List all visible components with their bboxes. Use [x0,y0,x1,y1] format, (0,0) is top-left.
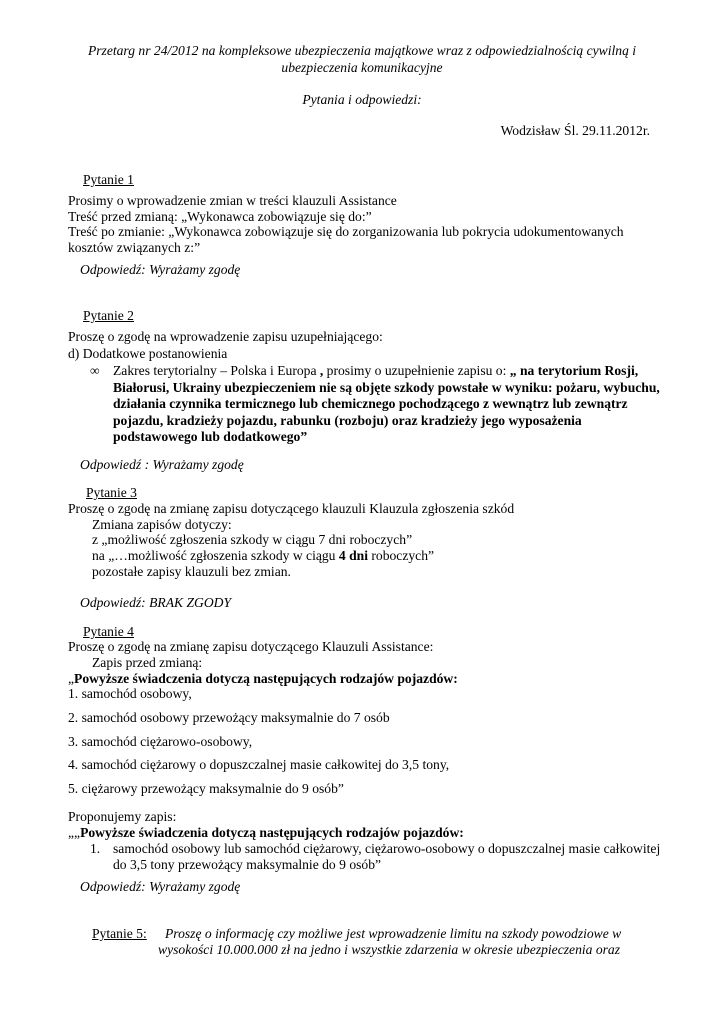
q2-line-4: Białorusi, Ukrainy ubezpieczeniem nie są objęte szkody powstałe w wyniku: pożaru, wybuchu, [113,380,660,395]
q1-line-4: kosztów związanych z:” [68,240,201,255]
q4-answer: Odpowiedź: Wyrażamy zgodę [80,879,241,894]
q2-line-3-plain: Zakres terytorialny – Polska i Europa [113,363,320,378]
q5-line-1: Proszę o informację czy możliwe jest wprowadzenie limitu na szkody powodziowe w [165,926,622,941]
list-item: 1. samochód osobowy, [68,686,192,701]
list-item: 4. samochód ciężarowy o dopuszczalnej masie całkowitej do 3,5 tony, [68,757,450,772]
q1-heading: Pytanie 1 [83,172,134,187]
q1-line-3: Treść po zmianie: „Wykonawca zobowiązuje się do zorganizowania lub pokrycia udokumentowanych [68,224,624,239]
q3-heading: Pytanie 3 [86,485,137,500]
q4-line-2: Zapis przed zmianą: [92,655,203,670]
q4-proposal-line-2: do 3,5 tony przewożący maksymalnie do 9 osób” [113,857,382,872]
q2-heading: Pytanie 2 [83,308,134,323]
q4-proposal: Proponujemy zapis: [68,809,177,824]
q3-line-4-b: 4 dni [338,548,368,563]
q4-proposal-line-1: samochód osobowy lub samochód ciężarowy, ciężarowo-osobowy o dopuszczalnej masie całkowitej [113,841,661,856]
q3-line-4-c: roboczych” [367,548,435,563]
infinity-bullet: ∞ [90,363,100,378]
subtitle: Pytania i odpowiedzi: [302,92,422,107]
q3-line-1: Proszę o zgodę na zmianę zapisu dotyczącego klauzuli Klauzula zgłoszenia szkód [68,501,515,516]
q2-answer: Odpowiedź : Wyrażamy zgodę [80,457,244,472]
q4-line-3-bold: Powyższe świadczenia dotyczą następujących rodzajów pojazdów: [74,671,458,686]
q3-line-5: pozostałe zapisy klauzuli bez zmian. [92,564,291,579]
list-item: 5. ciężarowy przewożący maksymalnie do 9 osób” [68,781,344,796]
title-line-1: Przetarg nr 24/2012 na kompleksowe ubezpieczenia majątkowe wraz z odpowiedzialnością cywilną i [87,43,637,58]
q1-line-1: Prosimy o wprowadzenie zmian w treści klauzuli Assistance [68,193,397,208]
title-line-2: ubezpieczenia komunikacyjne [281,60,443,75]
q3-answer: Odpowiedź: BRAK ZGODY [80,595,232,610]
q2-line-3-comma: , [319,363,324,378]
q4-heading: Pytanie 4 [83,624,134,639]
date-line: Wodzisław Śl. 29.11.2012r. [500,123,650,138]
q4-proposal-heading [68,825,464,842]
q1-line-2: Treść przed zmianą: „Wykonawca zobowiązuje się do:” [68,209,372,224]
q2-line-3 [113,363,638,380]
q2-line-2: d) Dodatkowe postanowienia [68,346,228,361]
q2-line-7: podstawowego lub dodatkowego” [113,429,308,444]
q2-line-3-bold: „ na terytorium Rosji, [509,363,639,378]
q2-line-5: działania czynnika termicznego lub chemicznego pochodzącego z wewnątrz lub zewnątrz [113,396,628,411]
q4-line-1: Proszę o zgodę na zmianę zapisu dotyczącego Klauzuli Assistance: [68,639,434,654]
list-item: 3. samochód ciężarowo-osobowy, [68,734,253,749]
q5-heading: Pytanie 5: [92,926,147,941]
q1-answer: Odpowiedź: Wyrażamy zgodę [80,262,241,277]
q3-line-4-a: na „…możliwość zgłoszenia szkody w ciągu [92,548,339,563]
q4-proposal-number: 1. [90,841,101,856]
q4-proposal-quote: „„ [68,825,81,840]
q4-line-3-quote: „ [68,671,75,686]
q2-line-6: pojazdu, kradzieży pojazdu, rabunku (rozboju) oraz kradzieży jego wyposażenia [113,413,582,428]
q3-line-3: z „możliwość zgłoszenia szkody w ciągu 7 dni roboczych” [92,532,413,547]
q4-proposal-bold: Powyższe świadczenia dotyczą następujących rodzajów pojazdów: [80,825,464,840]
q3-line-4 [92,548,434,565]
q2-line-3-mid: prosimy o uzupełnienie zapisu o: [323,363,510,378]
q5-line-2: wysokości 10.000.000 zł na jedno i wszystkie zdarzenia w okresie ubezpieczenia oraz [158,942,621,957]
list-item: 2. samochód osobowy przewożący maksymalnie do 7 osób [68,710,390,725]
q2-line-1: Proszę o zgodę na wprowadzenie zapisu uzupełniającego: [68,329,383,344]
q3-line-2: Zmiana zapisów dotyczy: [92,517,232,532]
